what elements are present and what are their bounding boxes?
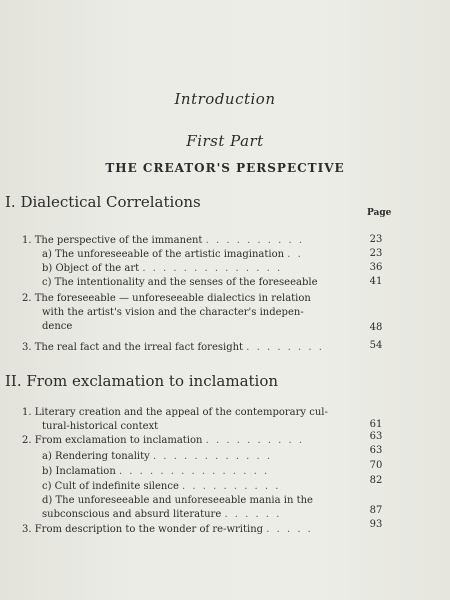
introduction-heading: Introduction	[174, 90, 276, 108]
part-label: First Part	[186, 132, 264, 150]
toc-entry-text: d) The unforeseeable and unforeseeable mania in the	[42, 495, 313, 506]
toc-entry	[42, 276, 318, 290]
toc-entry	[22, 292, 311, 306]
toc-entry-text: dence	[42, 321, 73, 332]
toc-entry-leader: . . . . . . . . . .	[182, 481, 281, 492]
toc-entry	[42, 306, 304, 320]
toc-entry-page: 93	[369, 519, 383, 530]
toc-entry-text: c) Cult of indefinite silence	[42, 481, 179, 492]
toc-entry	[42, 420, 158, 434]
toc-entry-text: tural-historical context	[42, 421, 159, 432]
toc-entry-text: subconscious and absurd literature	[42, 509, 222, 520]
toc-entry-text: b) Object of the art	[42, 263, 140, 274]
toc-entry	[42, 465, 269, 479]
toc-entry-leader: . . . . . .	[224, 509, 282, 520]
toc-entry	[42, 480, 280, 494]
toc-entry-text: 3. The real fact and the irreal fact foresight	[22, 342, 244, 353]
toc-entry	[42, 320, 72, 334]
toc-entry	[42, 450, 272, 464]
toc-entry-page: 82	[369, 475, 383, 486]
toc-entry-text: 2. The foreseeable — unforeseeable dialectics in relation	[22, 293, 311, 304]
toc-entry-page: 63	[369, 445, 383, 456]
toc-entry-text: c) The intentionality and the senses of the foreseeable	[42, 277, 318, 288]
chapter-2-title: II. From exclamation to inclamation	[5, 372, 279, 390]
toc-entry	[42, 262, 282, 276]
toc-entry	[22, 523, 313, 537]
toc-entry-leader: . . . . . . . . . .	[205, 235, 305, 246]
toc-entry-page: 41	[369, 276, 383, 287]
toc-entry-leader: . . . . .	[266, 524, 313, 535]
toc-entry-text: a) Rendering tonality	[42, 451, 150, 462]
toc-entry-page: 23	[369, 234, 383, 245]
toc-entry	[22, 234, 304, 248]
toc-entry	[22, 406, 328, 420]
toc-entry-text: 3. From description to the wonder of re-writing	[22, 524, 264, 535]
toc-entry-page: 23	[369, 248, 383, 259]
part-title: THE CREATOR'S PERSPECTIVE	[105, 161, 345, 175]
toc-entry-text: 2. From exclamation to inclamation	[22, 435, 203, 446]
toc-entry-text: 1. The perspective of the immanent	[22, 235, 203, 246]
toc-entry-page: 63	[369, 431, 383, 442]
toc-entry-page: 61	[369, 419, 383, 430]
toc-entry-page: 54	[369, 340, 383, 351]
toc-entry-text: b) Inclamation	[42, 466, 116, 477]
toc-entry-page: 36	[369, 262, 383, 273]
toc-entry-page: 87	[369, 505, 383, 516]
toc-entry-leader: . . . . . . . . . . . .	[152, 451, 273, 462]
toc-entry-text: 1. Literary creation and the appeal of the contemporary cul-	[22, 407, 328, 418]
toc-entry-leader: . . . . . . . . . .	[205, 435, 305, 446]
chapter-1-title: I. Dialectical Correlations	[5, 193, 201, 211]
toc-entry	[42, 494, 313, 508]
toc-entry-leader: . . . . . . . . . . . . . .	[142, 263, 283, 274]
toc-entry-page: 48	[369, 322, 383, 333]
toc-entry	[42, 508, 281, 522]
toc-entry	[42, 248, 303, 262]
toc-entry-text: with the artist's vision and the character's indepen-	[42, 307, 304, 318]
toc-entry-leader: . . . . . . . . . . . . . . .	[118, 466, 270, 477]
toc-entry-text: a) The unforeseeable of the artistic imagination	[42, 249, 285, 260]
toc-entry-leader: . .	[287, 249, 303, 260]
toc-entry-leader: . . . . . . . .	[246, 342, 324, 353]
toc-entry-page: 70	[369, 460, 383, 471]
toc-entry	[22, 434, 304, 448]
page-column-header: Page	[367, 208, 392, 218]
toc-entry	[22, 341, 324, 355]
